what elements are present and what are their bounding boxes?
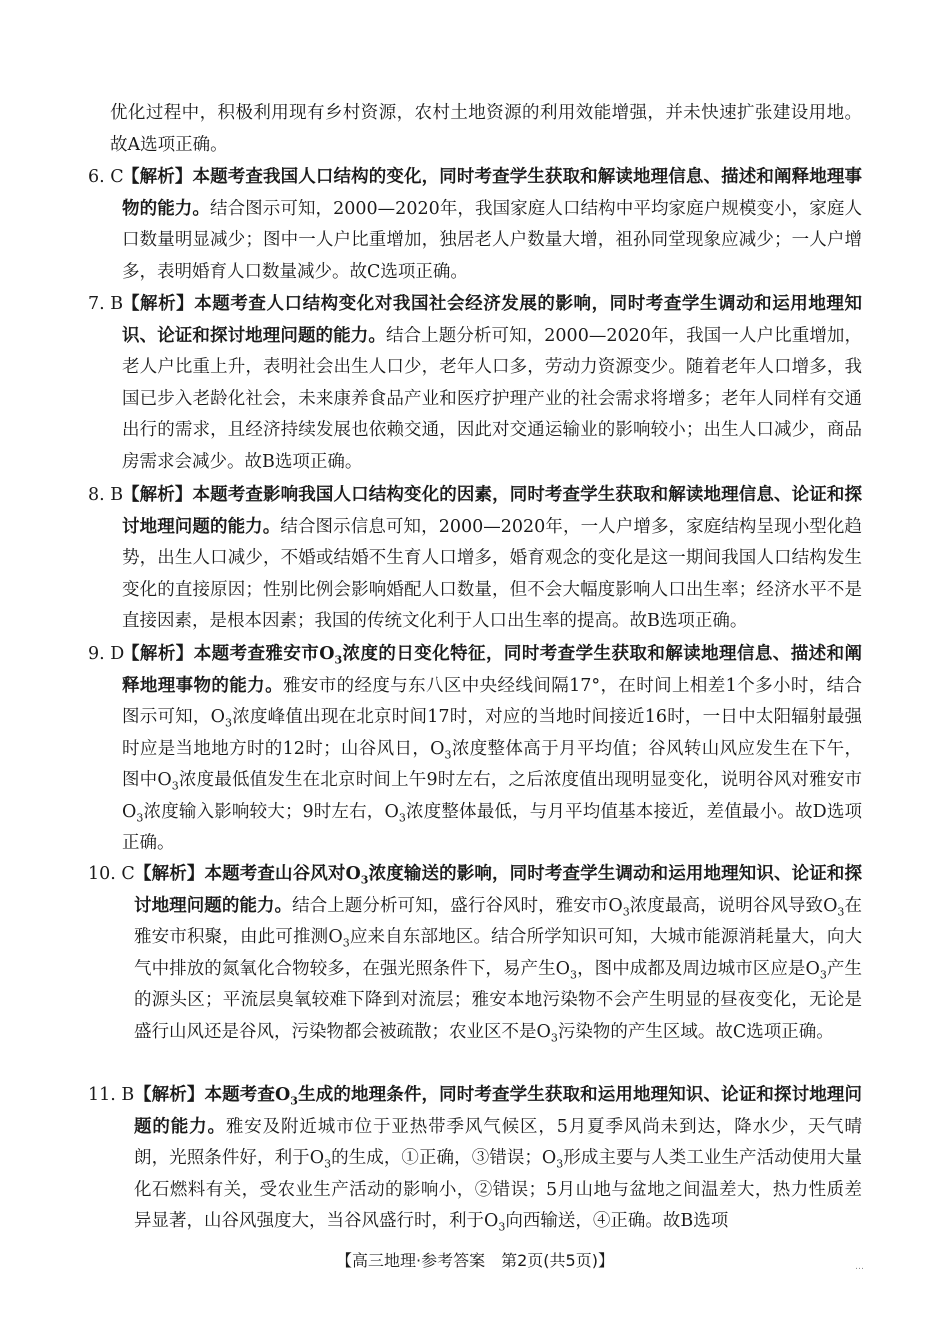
analysis-tag: 【解析】: [122, 294, 195, 314]
analysis-text: 雅安及附近城市位于亚热带季风气候区，5月夏季风尚未到达，降水少，天气晴朗，光照条件好，利于$O_3$的生成，①正确，③错误；$O_3$形成主要与人类工业生产活动使用大量化石燃料有关，受农业生产活动的影响小，②错误；5月山地与盆地之间温差大，热力性质差异显著，山谷风强度大，当谷风盛行时，利于$O_3$向西输送，④正确。故B选项: [134, 1116, 862, 1234]
analysis-tag: 【解析】: [122, 644, 194, 664]
question-focus: 本题考查影响我国人口结构变化的因素，同时考查学生获取和解读地理信息、论证和探讨地理问题的能力。: [122, 485, 863, 537]
corner-mark: …: [855, 1262, 864, 1272]
analysis-text: 雅安市的经度与东八区中央经线间隔17°，在时间上相差1个多小时，结合图示可知，$O_3$浓度峰值出现在北京时间17时，对应的当地时间接近16时，一日中太阳辐射最强时应是当地地方时的12时；山谷风日，$O_3$浓度整体高于月平均值；谷风转山风应发生在下午，图中$O_3$浓度最低值发生在北京时间上午9时左右，之后浓度值出现明显变化，说明谷风对雅安市$O_3$浓度输入影响较大；9时左右，$O_3$浓度整体最低，与月平均值基本接近，差值最小。故D选项正确。: [122, 675, 863, 853]
answer-item-8: [88, 480, 862, 638]
analysis-tag: 【解析】: [122, 167, 193, 187]
answer-item-6: [88, 162, 862, 288]
carryover-text: 优化过程中，积极利用现有乡村资源，农村土地资源的利用效能增强，并未快速扩张建设用地。故A选项正确。: [110, 103, 862, 155]
analysis-tag: 【解析】: [134, 1085, 205, 1105]
carryover-paragraph: [110, 98, 862, 161]
analysis-tag: 【解析】: [122, 485, 193, 505]
answer-number: 7. B: [88, 294, 124, 314]
answer-item-9: [88, 639, 862, 860]
answer-number: 8. B: [88, 485, 124, 505]
analysis-text: 结合图示可知，2000—2020年，我国家庭人口结构中平均家庭户规模变小，家庭人口数量明显减少；图中一人户比重增加，独居老人户数量大增，祖孙同堂现象应减少；一人户增多，表明婚育人口数量减少。故C选项正确。: [122, 198, 863, 282]
analysis-text: 结合上题分析可知，盛行谷风时，雅安市$O_3$浓度最高，说明谷风导致$O_3$在雅安市积聚，由此可推测$O_3$应来自东部地区。结合所学知识可知，大城市能源消耗量大，向大气中排放的氮氧化合物较多，在强光照条件下，易产生$O_3$，图中成都及周边城市区应是$O_3$产生的源头区；平流层臭氧较难下降到对流层；雅安本地污染物不会产生明显的昼夜变化，无论是盛行山风还是谷风，污染物都会被疏散；农业区不是$O_3$污染物的产生区域。故C选项正确。: [134, 895, 862, 1044]
answer-number: 6. C: [88, 167, 124, 187]
question-focus: 本题考查山谷风对$O_3$浓度输送的影响，同时考查学生调动和运用地理知识、论证和探讨地理问题的能力。: [134, 864, 863, 916]
page-footer: 【高三地理·参考答案 第2页(共5页)】: [336, 1251, 614, 1270]
answer-number: 10. C: [88, 864, 135, 884]
answer-item-11: [88, 1080, 862, 1238]
answer-item-10: [88, 859, 862, 1048]
analysis-tag: 【解析】: [134, 864, 205, 884]
question-focus: 本题考查$O_3$生成的地理条件，同时考查学生获取和运用地理知识、论证和探讨地理问题的能力。: [134, 1085, 863, 1137]
question-focus: 本题考查我国人口结构的变化，同时考查学生获取和解读地理信息、描述和阐释地理事物的能力。: [122, 167, 863, 219]
answer-number: 9. D: [88, 644, 125, 664]
analysis-text: 结合图示信息可知，2000—2020年，一人户增多，家庭结构呈现小型化趋势，出生人口减少，不婚或结婚不生育人口增多，婚育观念的变化是这一期间我国人口结构发生变化的直接原因；性别比例会影响婚配人口数量，但不会大幅度影响人口出生率；经济水平不是直接因素，是根本因素；我国的传统文化利于人口出生率的提高。故B选项正确。: [122, 516, 862, 631]
question-focus: 本题考查雅安市$O_3$浓度的日变化特征，同时考查学生获取和解读地理信息、描述和阐释地理事物的能力。: [122, 644, 863, 696]
analysis-text: 结合上题分析可知，2000—2020年，我国一人户比重增加，老人户比重上升，表明社会出生人口少，老年人口多，劳动力资源变少。随着老年人口增多，我国已步入老龄化社会，未来康养食品产业和医疗护理产业的社会需求将增多；老年人同样有交通出行的需求，且经济持续发展也依赖交通，因此对交通运输业的影响较小；出生人口减少，商品房需求会减少。故B选项正确。: [122, 325, 863, 472]
answer-item-7: [88, 289, 862, 478]
question-focus: 本题考查人口结构变化对我国社会经济发展的影响，同时考查学生调动和运用地理知识、论证和探讨地理问题的能力。: [122, 294, 862, 346]
answer-number: 11. B: [88, 1085, 135, 1105]
